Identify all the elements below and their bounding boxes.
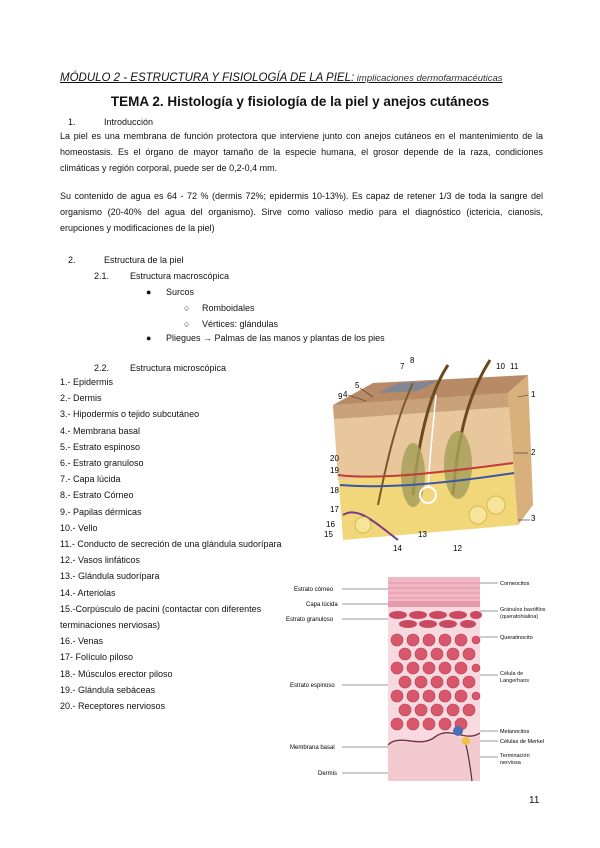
- diagram-label-17: 17: [330, 505, 339, 514]
- skin-structure-diagram: [318, 355, 550, 570]
- diagram-label-15: 15: [324, 530, 333, 539]
- list-item: 11.- Conducto de secreción de una glándula sudorípara: [60, 539, 282, 550]
- list-item: 9.- Papilas dérmicas: [60, 506, 142, 517]
- sub-bullet-romboidales: ○ Romboidales: [184, 300, 255, 316]
- list-item: 10.- Vello: [60, 522, 98, 533]
- label-dermis: Dermis: [318, 771, 337, 777]
- stratum-lucidum: [388, 601, 480, 607]
- melanocyte: [453, 726, 463, 736]
- circle-bullet-icon: ○: [184, 303, 190, 313]
- list-item: 18.- Músculos erector piloso: [60, 668, 173, 679]
- list-item: 3.- Hipodermis o tejido subcutáneo: [60, 409, 200, 420]
- section-2-heading: Estructura de la piel: [104, 255, 184, 265]
- diagram-label-3: 3: [531, 514, 536, 523]
- label-estrato-espinoso: Estrato espinoso: [290, 683, 335, 689]
- diagram-label-5: 5: [355, 381, 360, 390]
- list-item: 12.- Vasos linfáticos: [60, 555, 140, 566]
- list-item: 15.-Corpúsculo de pacini (contactar con diferentes: [60, 603, 262, 614]
- subsection-2-2-number: 2.2.: [94, 363, 110, 373]
- list-item: 17- Folículo piloso: [60, 652, 134, 663]
- module-title: MÓDULO 2 - ESTRUCTURA Y FISIOLOGÍA DE LA PIEL:: [60, 72, 355, 84]
- list-item: 8.- Estrato Córneo: [60, 490, 134, 501]
- label-terminacion-wrapper: [500, 753, 550, 771]
- list-item: 6.- Estrato granuloso: [60, 458, 144, 469]
- label-estrato-granuloso: Estrato granuloso: [286, 617, 334, 623]
- subsection-2-1-number: 2.1.: [94, 271, 110, 281]
- list-item: 13.- Glándula sudorípara: [60, 571, 160, 582]
- subsection-2-1-heading: Estructura macroscópica: [130, 271, 230, 281]
- label-celulas-merkel: Células de Merkel: [500, 739, 545, 745]
- label-granulos-basofilos: Gránulos basófilos (queratohialina): [500, 607, 546, 620]
- diagram-label-18: 18: [330, 486, 339, 495]
- list-item: 1.- Epidermis: [60, 377, 114, 387]
- page-title: TEMA 2. Histología y fisiología de la piel y anejos cutáneos: [110, 94, 490, 109]
- diagram-label-12: 12: [453, 544, 462, 553]
- section-2-number: 2.: [68, 255, 76, 265]
- label-queratinocito: Queratinocito: [500, 635, 533, 641]
- label-membrana-basal: Membrana basal: [290, 745, 335, 751]
- page-number: 11: [529, 795, 540, 806]
- merkel-cell: [462, 737, 470, 745]
- diagram-label-9: 9: [338, 392, 343, 401]
- diagram-label-14: 14: [393, 544, 402, 553]
- hair-follicle: [444, 431, 472, 499]
- list-item: 14.- Arteriolas: [60, 587, 116, 598]
- epidermis-histology-diagram: [280, 575, 550, 783]
- label-corneocitos: Corneocitos: [500, 581, 530, 587]
- label-terminacion-nerviosa: Terminación nerviosa: [500, 753, 530, 766]
- diagram-label-8: 8: [410, 356, 415, 365]
- diagram-label-20: 20: [330, 454, 339, 463]
- label-melanocitos: Melanocitos: [500, 729, 530, 735]
- section-1-number: 1.: [68, 117, 76, 127]
- subsection-2-2-heading: Estructura microscópica: [130, 363, 227, 373]
- module-header: [60, 72, 540, 84]
- diagram-label-1: 1: [531, 390, 536, 399]
- diagram-label-16: 16: [326, 520, 335, 529]
- stratum-corneum: [388, 577, 480, 601]
- spinous-cells: [391, 634, 480, 730]
- sub-bullet-vertices: ○ Vértices: glándulas: [184, 316, 278, 332]
- bullet-surcos: ● Surcos: [146, 284, 194, 300]
- intro-paragraph-2: Su contenido de agua es 64 - 72 % (dermis 72%; epidermis 10-13%). Es capaz de retener 1/3 de toda la sangre del organismo (20-40% del agua del organismo). Sirve como valioso medio para el diagnóstico (ictericia, cianosis, erupciones y modificaciones de la piel): [60, 191, 543, 233]
- diagram-label-19: 19: [330, 466, 339, 475]
- circle-bullet-icon: ○: [184, 319, 190, 329]
- bullet-dot-icon: ●: [146, 287, 152, 297]
- bullet-pliegues: ● Pliegues → Palmas de las manos y plantas de los pies: [146, 330, 385, 346]
- bullet-dot-icon: ●: [146, 333, 152, 343]
- intro-paragraph-1: La piel es una membrana de función protectora que interviene junto con anejos cutáneos en el mantenimiento de la homeostasis. Es el órgano de mayor tamaño de la especie humana, el grosor depende de la raza, condiciones climáticas y región corporal, puede ser de 0,2-0,4 mm.: [60, 131, 543, 173]
- list-item: 19.- Glándula sebáceas: [60, 684, 156, 695]
- diagram-label-11: 11: [510, 362, 519, 371]
- label-capa-lucida: Capa lúcida: [306, 602, 338, 608]
- fat-lobule: [487, 496, 505, 514]
- diagram-label-4: 4: [343, 390, 348, 399]
- diagram-label-7: 7: [400, 362, 405, 371]
- module-subtitle: implicaciones dermofarmacéuticas: [354, 73, 503, 84]
- diagram-label-2: 2: [531, 448, 536, 457]
- label-estrato-corneo: Estrato córneo: [294, 587, 334, 593]
- label-celula-langerhans: Célula de Langerhans: [500, 671, 530, 684]
- list-item: 16.- Venas: [60, 636, 104, 647]
- list-item: 5.- Estrato espinoso: [60, 441, 141, 452]
- list-item: 2.- Dermis: [60, 393, 102, 404]
- list-item: 7.- Capa lúcida: [60, 474, 121, 485]
- label-granulos-wrapper: [500, 607, 550, 631]
- section-1-heading: Introducción: [104, 117, 154, 127]
- diagram-label-13: 13: [418, 530, 427, 539]
- list-item: 20.- Receptores nerviosos: [60, 701, 166, 712]
- list-item: terminaciones nerviosas): [60, 620, 161, 631]
- fat-lobule: [355, 517, 371, 533]
- fat-lobule: [469, 506, 487, 524]
- list-item: 4.- Membrana basal: [60, 425, 141, 436]
- label-langerhans-wrapper: [500, 671, 550, 689]
- diagram-label-10: 10: [496, 362, 505, 371]
